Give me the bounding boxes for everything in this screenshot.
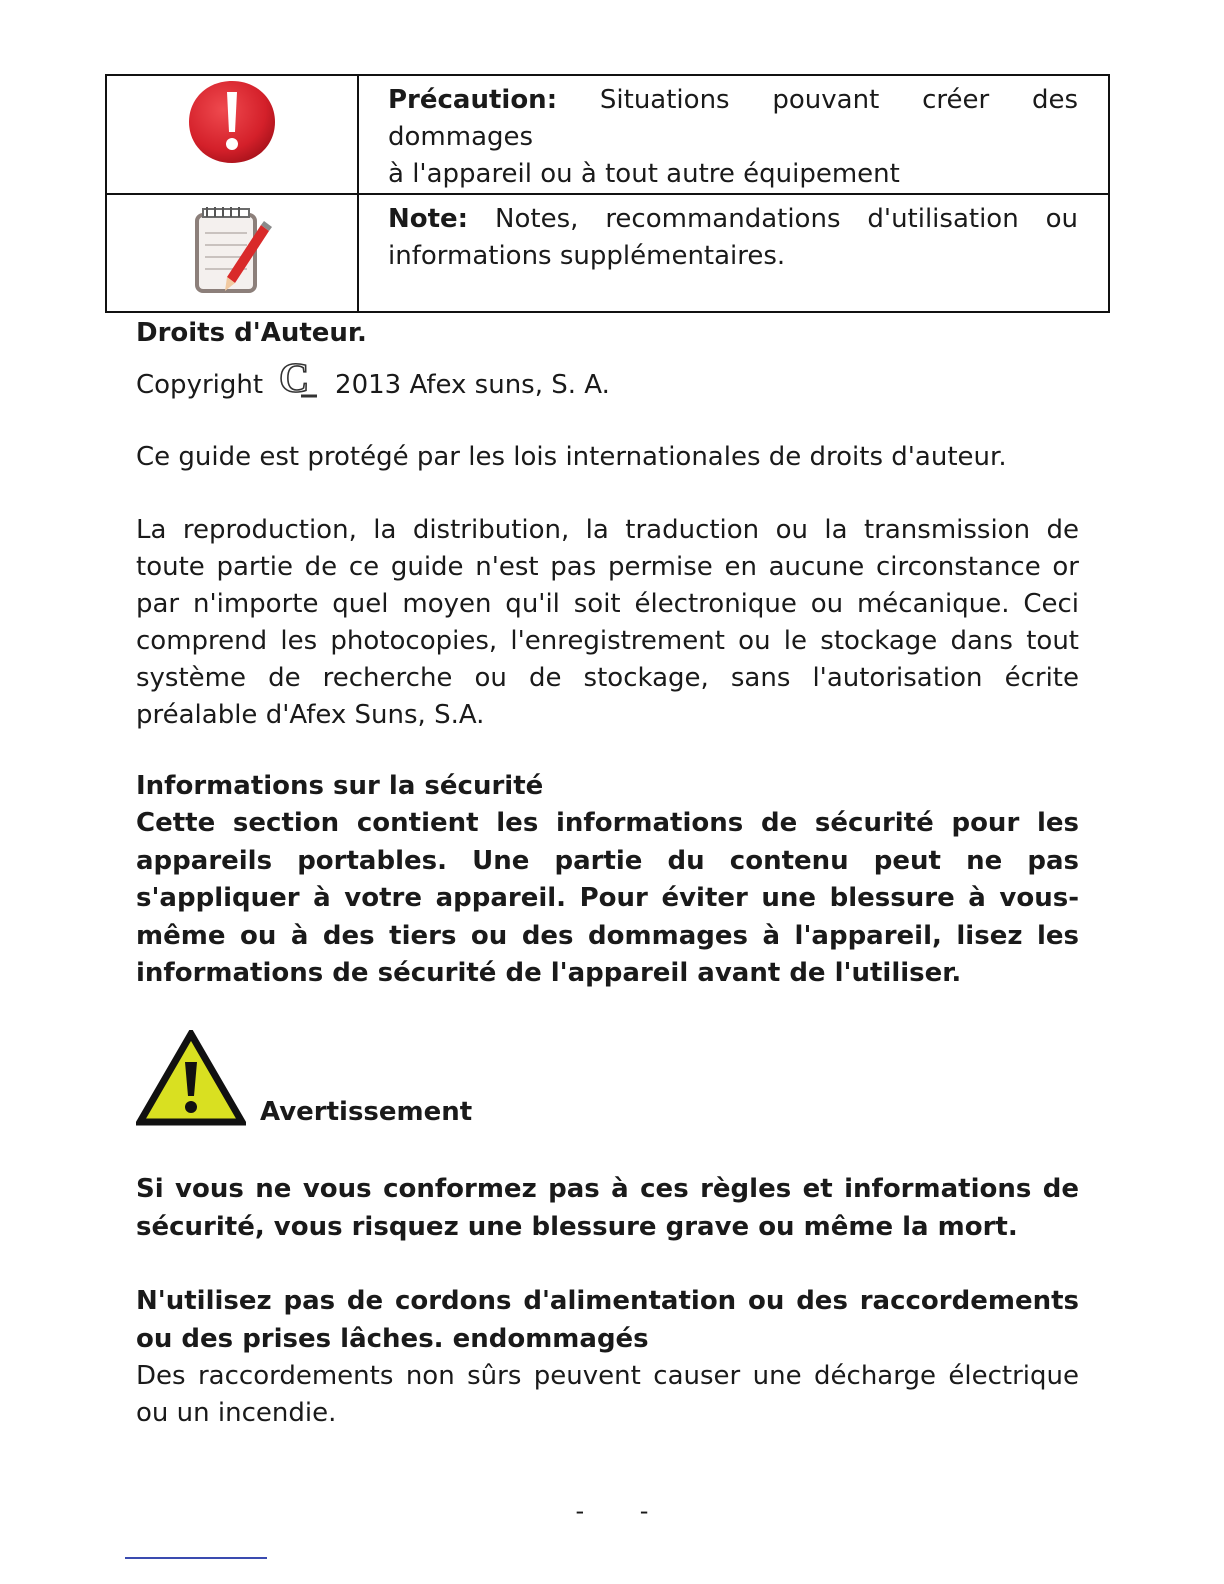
warning-details: [136, 1171, 1079, 1432]
copyright-reproduction: La reproduction, la distribution, la traduction ou la transmission de toute partie de ce guide n'est pas permise en aucune circonstance or par n'importe quel moyen qu'il soit électronique ou mécanique. Ceci comprend les photocopies, l'enregistrement ou le stockage dans tout système de recherche ou de stockage, sans l'autorisation écrite préalable d'Afex Suns, S.A.: [136, 515, 1079, 730]
copyright-heading: Droits d'Auteur.: [136, 318, 367, 348]
footer-rule: [125, 1557, 267, 1559]
caution-text-line1: Situations pouvant créer des dommages: [388, 85, 1079, 152]
legend-table: [105, 74, 1110, 313]
safety-intro: Cette section contient les informations de sécurité pour les appareils portables. Une partie du contenu peut ne pas s'appliquer à votre appareil. Pour éviter une blessure à vous-même ou à des tiers ou des dommages à l'appareil, lisez les informations de sécurité de l'appareil avant de l'utiliser.: [136, 808, 1079, 988]
safety-section: [136, 768, 1079, 993]
note-text-line2: informations supplémentaires.: [388, 241, 786, 271]
copyright-icon: [277, 360, 321, 411]
note-description: [358, 194, 1109, 312]
safety-heading: Informations sur la sécurité: [136, 771, 544, 801]
caution-description: [358, 75, 1109, 194]
copyright-notice: Ce guide est protégé par les lois internationales de droits d'auteur.: [136, 442, 1007, 472]
page-marker: - -: [575, 1497, 673, 1525]
warning-text: Si vous ne vous conformez pas à ces règles et informations de sécurité, vous risquez une blessure grave ou même la mort.: [136, 1174, 1079, 1242]
notepad-pencil-icon: [107, 203, 357, 299]
copyright-symbol-glyph: C: [279, 360, 310, 400]
warning-block: [136, 1030, 636, 1126]
copyright-year-holder: 2013 Afex suns, S. A.: [335, 370, 610, 400]
warning-triangle-icon: [136, 1030, 246, 1130]
copyright-section: [136, 315, 1079, 734]
legend-row-note: [106, 194, 1109, 312]
caution-text-line2: à l'appareil ou à tout autre équipement: [388, 159, 900, 189]
caution-label: Précaution:: [388, 85, 558, 115]
copyright-prefix: Copyright: [136, 370, 264, 400]
note-text-line1: Notes, recommandations d'utilisation ou: [495, 204, 1079, 234]
cords-text: Des raccordements non sûrs peuvent causer une décharge électrique ou un incendie.: [136, 1361, 1079, 1428]
legend-icon-cell: [106, 194, 358, 312]
legend-row-caution: [106, 75, 1109, 194]
legend-icon-cell: [106, 75, 358, 194]
caution-icon: [107, 78, 357, 164]
note-label: Note:: [388, 204, 469, 234]
cords-heading: N'utilisez pas de cordons d'alimentation ou des raccordements ou des prises lâches. endommagés: [136, 1286, 1079, 1354]
copyright-line: [136, 360, 1079, 411]
warning-label: Avertissement: [260, 1097, 473, 1127]
